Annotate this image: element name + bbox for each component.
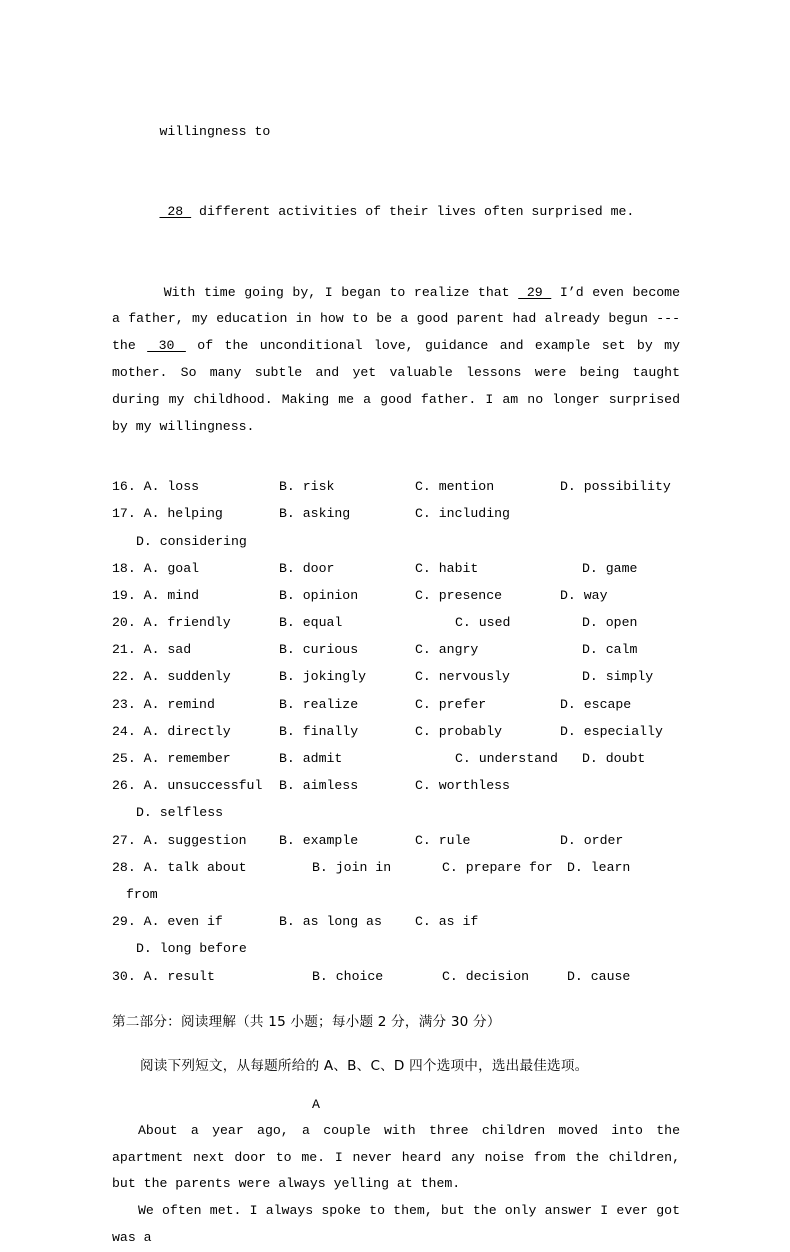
option-item-b[interactable]: B. finally — [279, 723, 359, 739]
option-item-b[interactable]: B. equal — [279, 615, 343, 631]
option-item-d[interactable]: D. cause — [567, 968, 631, 984]
option-row — [112, 691, 680, 718]
option-item-a[interactable]: 23. A. remind — [112, 696, 215, 712]
option-row — [112, 555, 680, 582]
blank-28: 28 — [159, 204, 192, 220]
option-item-a[interactable]: 16. A. loss — [112, 479, 200, 495]
option-item-a[interactable]: 30. A. result — [112, 968, 215, 984]
option-item-d[interactable]: D. doubt — [582, 751, 646, 767]
option-item-a[interactable]: 29. A. even if — [112, 914, 223, 930]
option-item-d-continuation[interactable]: from — [126, 886, 158, 902]
option-item-a[interactable]: 25. A. remember — [112, 751, 231, 767]
option-item-a[interactable]: 24. A. directly — [112, 723, 231, 739]
option-row — [112, 663, 680, 690]
option-item-b[interactable]: B. join in — [312, 859, 392, 875]
option-item-c[interactable]: C. as if — [415, 914, 479, 930]
option-item-d[interactable]: D. way — [560, 587, 608, 603]
passage-text-fragment: I’d even become a father, my education in how to be a good parent had already begun --- the — [112, 284, 688, 354]
passage-text-fragment: willingness to — [159, 123, 271, 139]
page-content — [112, 92, 688, 1252]
option-item-c[interactable]: C. understand — [455, 751, 558, 767]
option-row — [112, 636, 680, 663]
option-row — [112, 827, 680, 854]
option-item-c[interactable]: C. decision — [442, 968, 530, 984]
blank-30: 30 — [147, 338, 186, 354]
option-item-c[interactable]: C. habit — [415, 560, 479, 576]
passage-label-a: A — [312, 1096, 320, 1112]
option-item-a[interactable]: 20. A. friendly — [112, 615, 231, 631]
passage-line-blank28 — [112, 172, 680, 252]
option-item-c[interactable]: C. worthless — [415, 778, 510, 794]
option-item-b[interactable]: B. admit — [279, 751, 343, 767]
option-row — [112, 854, 680, 881]
reading-paragraph-1: About a year ago, a couple with three children moved into the apartment next door to me. I never heard any noise from the children, but the parents were always yelling at them. — [112, 1122, 688, 1192]
option-item-a[interactable]: 18. A. goal — [112, 560, 200, 576]
passage-text-fragment: With time going by, I began to realize that — [163, 284, 519, 300]
option-item-b[interactable]: B. choice — [312, 968, 384, 984]
option-item-b[interactable]: B. asking — [279, 506, 351, 522]
option-item-c[interactable]: C. probably — [415, 723, 503, 739]
option-item-c[interactable]: C. angry — [415, 642, 479, 658]
option-item-a[interactable]: 22. A. suddenly — [112, 669, 231, 685]
option-row — [112, 609, 680, 636]
option-row-continuation — [112, 881, 680, 908]
option-row — [112, 963, 680, 990]
option-row — [112, 718, 680, 745]
option-item-d[interactable]: D. long before — [136, 941, 247, 957]
passage-text-fragment: of the unconditional love, guidance and example set by my mother. So many subtle and yet valuable lessons were being taught during my childhood. Making me a good father. I am no longer surprised by my willingness. — [112, 338, 688, 434]
option-item-b[interactable]: B. as long as — [279, 914, 382, 930]
passage-text-fragment: different activities of their lives often surprised me. — [191, 204, 635, 220]
option-item-c[interactable]: C. prefer — [415, 696, 487, 712]
option-item-c[interactable]: C. prepare for — [442, 859, 553, 875]
reading-paragraph-2: We often met. I always spoke to them, but the only answer I ever got was a — [112, 1203, 688, 1245]
section-2-heading: 第二部分：阅读理解（共 15 小题；每小题 2 分，满分 30 分） — [112, 1013, 501, 1030]
option-item-d[interactable]: D. learn — [567, 859, 631, 875]
option-item-b[interactable]: B. opinion — [279, 587, 359, 603]
option-row — [112, 500, 680, 527]
passage-paragraph-2 — [112, 253, 688, 467]
option-item-c[interactable]: C. including — [415, 506, 510, 522]
option-item-d[interactable]: D. game — [582, 560, 638, 576]
option-item-a[interactable]: 17. A. helping — [112, 506, 223, 522]
option-item-b[interactable]: B. risk — [279, 479, 335, 495]
option-item-a[interactable]: 27. A. suggestion — [112, 832, 247, 848]
option-item-a[interactable]: 19. A. mind — [112, 587, 200, 603]
option-row — [112, 745, 680, 772]
option-row — [112, 582, 680, 609]
option-item-d[interactable]: D. especially — [560, 723, 663, 739]
option-item-d[interactable]: D. order — [560, 832, 624, 848]
option-row — [112, 908, 680, 935]
option-item-d[interactable]: D. simply — [582, 669, 654, 685]
option-item-b[interactable]: B. example — [279, 832, 359, 848]
section-2-instruction: 阅读下列短文，从每题所给的 A、B、C、D 四个选项中，选出最佳选项。 — [140, 1057, 589, 1074]
blank-29: 29 — [518, 284, 552, 300]
option-row-continuation — [112, 799, 680, 826]
options-list — [112, 473, 680, 990]
option-item-d[interactable]: D. escape — [560, 696, 632, 712]
option-item-a[interactable]: 28. A. talk about — [112, 859, 247, 875]
option-item-c[interactable]: C. mention — [415, 479, 495, 495]
option-item-c[interactable]: C. nervously — [415, 669, 510, 685]
option-item-d[interactable]: D. possibility — [560, 479, 671, 495]
option-row-continuation — [112, 528, 680, 555]
option-item-b[interactable]: B. curious — [279, 642, 359, 658]
option-item-c[interactable]: C. rule — [415, 832, 471, 848]
option-item-d[interactable]: D. calm — [582, 642, 638, 658]
option-row — [112, 772, 680, 799]
option-row-continuation — [112, 935, 680, 962]
option-item-d[interactable]: D. open — [582, 615, 638, 631]
option-item-a[interactable]: 21. A. sad — [112, 642, 192, 658]
option-item-b[interactable]: B. realize — [279, 696, 359, 712]
option-item-a[interactable]: 26. A. unsuccessful — [112, 778, 263, 794]
option-item-c[interactable]: C. used — [455, 615, 511, 631]
option-item-b[interactable]: B. aimless — [279, 778, 359, 794]
option-row — [112, 473, 680, 500]
option-item-b[interactable]: B. jokingly — [279, 669, 367, 685]
option-item-d[interactable]: D. selfless — [136, 805, 224, 821]
option-item-d[interactable]: D. considering — [136, 533, 247, 549]
option-item-c[interactable]: C. presence — [415, 587, 503, 603]
option-item-b[interactable]: B. door — [279, 560, 335, 576]
passage-line-willingness — [112, 92, 680, 172]
